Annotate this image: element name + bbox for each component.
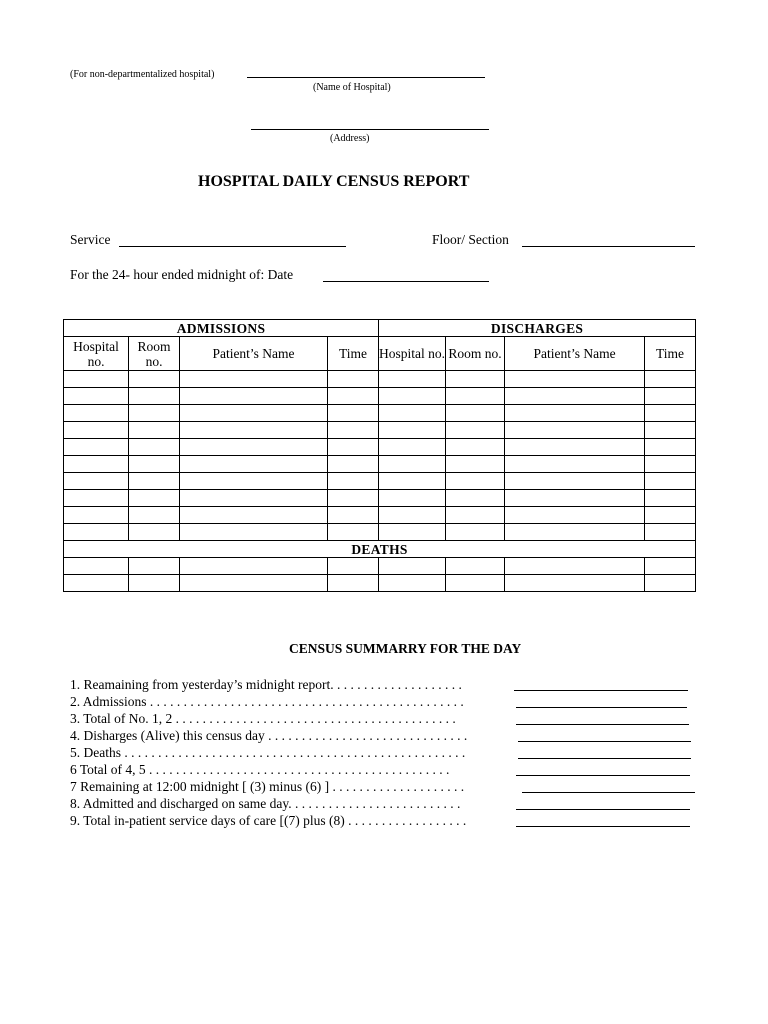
col-patient-name: Patient’s Name xyxy=(180,337,328,371)
table-cell[interactable] xyxy=(446,422,505,439)
table-row xyxy=(64,371,696,388)
table-cell[interactable] xyxy=(505,422,645,439)
table-cell[interactable] xyxy=(379,524,446,541)
table-cell[interactable] xyxy=(129,490,180,507)
table-cell[interactable] xyxy=(505,490,645,507)
table-cell[interactable] xyxy=(645,524,696,541)
service-line[interactable] xyxy=(119,246,346,247)
table-cell[interactable] xyxy=(505,371,645,388)
summary-item-label: 5. Deaths . . . . . . . . . . . . . . . . . . . . . . . . . . . . . . . . . . . . . . . . . . . . . . . . . . . xyxy=(70,745,466,760)
table-cell[interactable] xyxy=(328,490,379,507)
table-cell[interactable] xyxy=(180,456,328,473)
table-cell[interactable] xyxy=(379,507,446,524)
table-cell[interactable] xyxy=(645,490,696,507)
table-cell[interactable] xyxy=(645,575,696,592)
table-cell[interactable] xyxy=(129,422,180,439)
table-cell[interactable] xyxy=(129,388,180,405)
table-cell[interactable] xyxy=(180,558,328,575)
table-cell[interactable] xyxy=(129,439,180,456)
table-cell[interactable] xyxy=(446,490,505,507)
table-cell[interactable] xyxy=(64,456,129,473)
table-cell[interactable] xyxy=(64,490,129,507)
summary-item-label: 3. Total of No. 1, 2 . . . . . . . . . . . . . . . . . . . . . . . . . . . . . . . . . . . . . . . . . . xyxy=(70,711,456,726)
table-cell[interactable] xyxy=(645,473,696,490)
summary-title: CENSUS SUMMARRY FOR THE DAY xyxy=(289,641,522,656)
summary-item xyxy=(70,711,700,728)
summary-item-label: 9. Total in-patient service days of care [(7) plus (8) . . . . . . . . . . . . . . . . . . xyxy=(70,813,467,828)
table-cell[interactable] xyxy=(379,439,446,456)
address-line[interactable] xyxy=(251,129,489,130)
table-cell[interactable] xyxy=(64,439,129,456)
table-cell[interactable] xyxy=(180,371,328,388)
table-cell[interactable] xyxy=(64,473,129,490)
table-cell[interactable] xyxy=(64,422,129,439)
table-row xyxy=(64,439,696,456)
table-cell[interactable] xyxy=(645,439,696,456)
table-cell[interactable] xyxy=(645,371,696,388)
table-cell[interactable] xyxy=(379,473,446,490)
table-cell[interactable] xyxy=(645,405,696,422)
table-cell[interactable] xyxy=(180,473,328,490)
table-cell[interactable] xyxy=(446,456,505,473)
col-patient-name: Patient’s Name xyxy=(505,337,645,371)
table-cell[interactable] xyxy=(379,490,446,507)
table-cell[interactable] xyxy=(129,575,180,592)
summary-item-line[interactable] xyxy=(516,724,689,725)
table-cell[interactable] xyxy=(180,405,328,422)
table-cell[interactable] xyxy=(64,507,129,524)
summary-item xyxy=(70,677,700,694)
table-cell[interactable] xyxy=(328,473,379,490)
summary-item-label: 7 Remaining at 12:00 midnight [ (3) minus (6) ] . . . . . . . . . . . . . . . . . . . . xyxy=(70,779,465,794)
summary-item xyxy=(70,694,700,711)
hospital-name-caption: (Name of Hospital) xyxy=(313,82,391,93)
table-cell[interactable] xyxy=(328,388,379,405)
table-row xyxy=(64,507,696,524)
table-cell[interactable] xyxy=(64,575,129,592)
table-cell[interactable] xyxy=(328,405,379,422)
col-time: Time xyxy=(328,337,379,371)
table-row xyxy=(64,405,696,422)
floor-section-line[interactable] xyxy=(522,246,695,247)
table-cell[interactable] xyxy=(446,507,505,524)
table-cell[interactable] xyxy=(446,558,505,575)
table-cell[interactable] xyxy=(505,405,645,422)
table-cell[interactable] xyxy=(129,524,180,541)
summary-item-label: 4. Disharges (Alive) this census day . . . . . . . . . . . . . . . . . . . . . . . . . . . . . . xyxy=(70,728,468,743)
table-cell[interactable] xyxy=(446,405,505,422)
hospital-note: (For non-departmentalized hospital) xyxy=(70,69,215,80)
summary-item xyxy=(70,728,700,745)
table-cell[interactable] xyxy=(505,456,645,473)
table-cell[interactable] xyxy=(446,371,505,388)
table-cell[interactable] xyxy=(505,558,645,575)
table-cell[interactable] xyxy=(180,524,328,541)
address-caption: (Address) xyxy=(330,133,370,144)
table-cell[interactable] xyxy=(129,507,180,524)
table-cell[interactable] xyxy=(645,558,696,575)
table-cell[interactable] xyxy=(328,439,379,456)
page-title: HOSPITAL DAILY CENSUS REPORT xyxy=(198,173,470,190)
summary-item-line[interactable] xyxy=(516,707,687,708)
summary-item xyxy=(70,779,700,796)
table-cell[interactable] xyxy=(379,575,446,592)
table-row xyxy=(64,558,696,575)
table-cell[interactable] xyxy=(180,439,328,456)
table-cell[interactable] xyxy=(328,524,379,541)
table-row xyxy=(64,456,696,473)
summary-item-label: 2. Admissions . . . . . . . . . . . . . . . . . . . . . . . . . . . . . . . . . . . . . . . . . . . . . . . xyxy=(70,694,464,709)
summary-item-line[interactable] xyxy=(518,758,691,759)
table-row xyxy=(64,524,696,541)
hospital-name-line[interactable] xyxy=(247,77,485,78)
table-cell[interactable] xyxy=(505,439,645,456)
table-cell[interactable] xyxy=(446,388,505,405)
table-cell[interactable] xyxy=(64,524,129,541)
table-cell[interactable] xyxy=(645,388,696,405)
summary-item-line[interactable] xyxy=(516,809,690,810)
table-cell[interactable] xyxy=(129,371,180,388)
table-cell[interactable] xyxy=(505,575,645,592)
table-cell[interactable] xyxy=(379,422,446,439)
table-cell[interactable] xyxy=(64,371,129,388)
summary-item-line[interactable] xyxy=(518,741,691,742)
table-cell[interactable] xyxy=(379,456,446,473)
table-cell[interactable] xyxy=(129,473,180,490)
col-hospital-no: Hospital no. xyxy=(379,337,446,371)
table-cell[interactable] xyxy=(645,422,696,439)
summary-item-line[interactable] xyxy=(516,775,690,776)
summary-item-label: 8. Admitted and discharged on same day. . . . . . . . . . . . . . . . . . . . . . . . . . xyxy=(70,796,461,811)
service-label: Service xyxy=(70,232,111,247)
table-cell[interactable] xyxy=(328,575,379,592)
table-cell[interactable] xyxy=(180,575,328,592)
table-cell[interactable] xyxy=(446,473,505,490)
table-cell[interactable] xyxy=(446,575,505,592)
table-cell[interactable] xyxy=(180,490,328,507)
admissions-header: ADMISSIONS xyxy=(64,320,379,337)
table-cell[interactable] xyxy=(328,456,379,473)
table-row xyxy=(64,388,696,405)
summary-item xyxy=(70,762,700,779)
floor-section-label: Floor/ Section xyxy=(432,232,509,247)
col-room-no: Room no. xyxy=(129,337,180,371)
deaths-header: DEATHS xyxy=(64,541,696,558)
table-cell[interactable] xyxy=(505,507,645,524)
table-row xyxy=(64,490,696,507)
summary-item-label: 6 Total of 4, 5 . . . . . . . . . . . . . . . . . . . . . . . . . . . . . . . . . . . . . . . . . . . . . xyxy=(70,762,450,777)
table-cell[interactable] xyxy=(379,405,446,422)
table-cell[interactable] xyxy=(129,456,180,473)
summary-item xyxy=(70,745,700,762)
table-row xyxy=(64,422,696,439)
table-cell[interactable] xyxy=(180,507,328,524)
summary-item xyxy=(70,813,700,830)
table-row xyxy=(64,575,696,592)
table-cell[interactable] xyxy=(64,388,129,405)
table-cell[interactable] xyxy=(328,371,379,388)
table-cell[interactable] xyxy=(505,388,645,405)
table-cell[interactable] xyxy=(328,422,379,439)
table-cell[interactable] xyxy=(446,524,505,541)
table-cell[interactable] xyxy=(64,558,129,575)
summary-item-line[interactable] xyxy=(514,690,688,691)
table-cell[interactable] xyxy=(328,507,379,524)
table-cell[interactable] xyxy=(64,405,129,422)
census-table xyxy=(63,319,696,592)
col-room-no: Room no. xyxy=(446,337,505,371)
table-cell[interactable] xyxy=(129,405,180,422)
table-cell[interactable] xyxy=(645,456,696,473)
table-row xyxy=(64,473,696,490)
table-cell[interactable] xyxy=(180,422,328,439)
discharges-header: DISCHARGES xyxy=(379,320,696,337)
column-header-row xyxy=(64,337,696,371)
table-cell[interactable] xyxy=(129,558,180,575)
table-cell[interactable] xyxy=(505,473,645,490)
summary-item-label: 1. Reamaining from yesterday’s midnight report. . . . . . . . . . . . . . . . . . . . xyxy=(70,677,462,692)
table-cell[interactable] xyxy=(379,388,446,405)
col-hospital-no: Hospital no. xyxy=(64,337,129,371)
summary-item xyxy=(70,796,700,813)
date-line[interactable] xyxy=(323,281,489,282)
table-cell[interactable] xyxy=(505,524,645,541)
table-cell[interactable] xyxy=(180,388,328,405)
summary-item-line[interactable] xyxy=(522,792,695,793)
table-cell[interactable] xyxy=(379,558,446,575)
table-cell[interactable] xyxy=(379,371,446,388)
col-time: Time xyxy=(645,337,696,371)
table-cell[interactable] xyxy=(446,439,505,456)
summary-item-line[interactable] xyxy=(516,826,690,827)
date-label: For the 24- hour ended midnight of: Date xyxy=(70,267,294,282)
table-cell[interactable] xyxy=(645,507,696,524)
table-cell[interactable] xyxy=(328,558,379,575)
